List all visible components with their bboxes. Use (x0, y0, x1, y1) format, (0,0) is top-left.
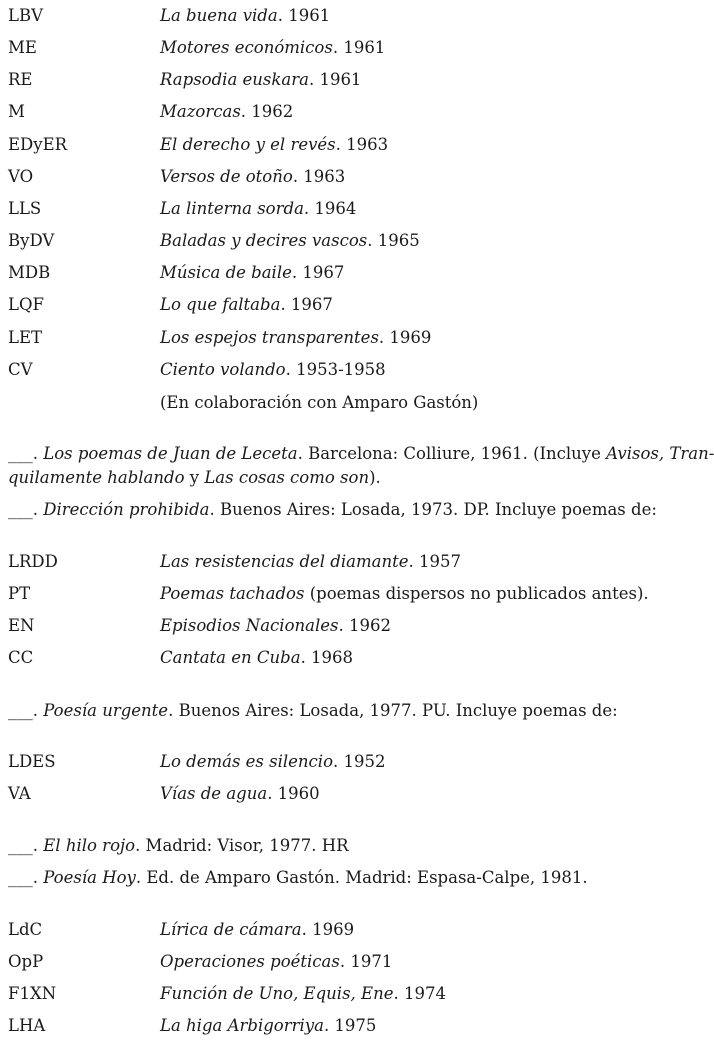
entry-abbr: EDyER (8, 135, 68, 154)
entry-abbr: ByDV (8, 231, 55, 250)
entry-title: Música de baile (160, 263, 292, 282)
entry-title: Mazorcas (160, 102, 241, 121)
entry-year: . 1968 (300, 648, 354, 667)
entry-work (160, 6, 330, 26)
entry-year: . 1953-1958 (285, 360, 386, 379)
entry-abbr: RE (8, 70, 33, 89)
entry-abbr: LHA (8, 1016, 46, 1035)
entry-year: . 1961 (308, 70, 362, 89)
entry-work (160, 1016, 376, 1036)
reference-entry (8, 701, 618, 721)
entry-work (160, 102, 293, 122)
entry-title: Episodios Nacionales (160, 616, 339, 635)
entry-title: La higa Arbigorriya (160, 1016, 324, 1035)
entry-work (160, 648, 353, 668)
author-blank: ___. (8, 868, 44, 887)
reference-included-title: quilamente hablando (8, 468, 185, 487)
entry-year: . 1974 (393, 984, 446, 1003)
entry-abbr: LRDD (8, 552, 58, 571)
entry-abbr: CV (8, 360, 33, 379)
entry-title: Poemas tachados (160, 584, 305, 603)
entry-title: Función de Uno, Equis, Ene (160, 984, 394, 1003)
entry-year: . 1967 (280, 295, 333, 314)
entry-abbr: LDES (8, 752, 56, 771)
entry-abbr: PT (8, 584, 31, 603)
entry-work (160, 263, 344, 283)
entry-year: . 1960 (267, 784, 320, 803)
author-blank: ___. (8, 701, 44, 720)
entry-year: . 1957 (408, 552, 461, 571)
entry-title: Lo demás es silencio (160, 752, 334, 771)
entry-title: Ciento volando (160, 360, 286, 379)
entry-work (160, 552, 461, 572)
entry-work (160, 167, 345, 187)
entry-title: Operaciones poéticas (160, 952, 340, 971)
entry-title: Versos de otoño (160, 167, 293, 186)
author-blank: ___. (8, 500, 44, 519)
entry-year: (poemas dispersos no publicados antes). (304, 584, 649, 603)
entry-title: El derecho y el revés (160, 135, 336, 154)
entry-work (160, 38, 385, 58)
entry-year: . 1961 (332, 38, 386, 57)
entry-abbr: CC (8, 648, 34, 667)
entry-year: . 1975 (323, 1016, 377, 1035)
entry-title: Lírica de cámara (160, 920, 302, 939)
entry-year: . 1965 (367, 231, 420, 250)
entry-year: . 1967 (291, 263, 345, 282)
reference-details: . Buenos Aires: Losada, 1973. DP. Incluye poemas de: (209, 500, 657, 519)
entry-work (160, 616, 391, 636)
entry-work (160, 199, 356, 219)
reference-title: Los poemas de Juan de Leceta (43, 444, 298, 463)
entry-abbr: ME (8, 38, 37, 57)
entry-abbr: LET (8, 328, 43, 347)
reference-details: ). (369, 468, 381, 487)
entry-abbr: M (8, 102, 25, 121)
entry-title: Baladas y decires vascos (160, 231, 368, 250)
reference-details: y (184, 468, 205, 487)
entry-year: . 1971 (339, 952, 393, 971)
reference-included-title: Las cosas como son (204, 468, 370, 487)
entry-year: . 1962 (338, 616, 391, 635)
reference-entry (8, 836, 611, 856)
entry-title: Cantata en Cuba (160, 648, 301, 667)
entry-year: . 1952 (333, 752, 386, 771)
entry-work (160, 784, 320, 804)
entry-title: La linterna sorda (160, 199, 304, 218)
collaboration-note: (En colaboración con Amparo Gastón) (160, 393, 479, 412)
entry-work (160, 295, 333, 315)
entry-abbr: LQF (8, 295, 44, 314)
entry-work (160, 920, 354, 940)
entry-title: Lo que faltaba (160, 295, 281, 314)
entry-abbr: F1XN (8, 984, 57, 1003)
entry-abbr: EN (8, 616, 35, 635)
entry-work (160, 328, 431, 348)
entry-abbr: VA (8, 784, 31, 803)
reference-entry-continuation (8, 468, 611, 488)
reference-entry (8, 500, 657, 520)
entry-title: La buena vida (160, 6, 278, 25)
entry-work (160, 984, 446, 1004)
reference-details: . Buenos Aires: Losada, 1977. PU. Incluye poemas de: (168, 701, 618, 720)
entry-year: . 1961 (277, 6, 331, 25)
entry-work (160, 360, 386, 380)
entry-year: . 1964 (303, 199, 357, 218)
reference-included-title: Avisos, Tran- (606, 444, 714, 463)
author-blank: ___. (8, 836, 44, 855)
entry-abbr: OpP (8, 952, 44, 971)
reference-title: Dirección prohibida (43, 500, 210, 519)
reference-entry (8, 868, 611, 888)
entry-title: Vías de agua (160, 784, 268, 803)
entry-year: . 1969 (301, 920, 355, 939)
entry-work (160, 231, 420, 251)
entry-work (160, 135, 388, 155)
reference-title: Poesía Hoy (43, 868, 136, 887)
entry-title: Los espejos transparentes (160, 328, 379, 347)
reference-details: . Ed. de Amparo Gastón. Madrid: Espasa-Calpe, 1981. (135, 868, 588, 887)
author-blank: ___. (8, 444, 44, 463)
entry-abbr: LdC (8, 920, 43, 939)
reference-entry (8, 444, 714, 464)
entry-year: . 1962 (240, 102, 294, 121)
entry-year: . 1963 (292, 167, 346, 186)
reference-details: . Madrid: Visor, 1977. HR (135, 836, 349, 855)
entry-work (160, 70, 361, 90)
reference-details: . Barcelona: Colliure, 1961. (Incluye (297, 444, 607, 463)
entry-year: . 1969 (378, 328, 432, 347)
entry-abbr: LLS (8, 199, 42, 218)
reference-title: Poesía urgente (43, 701, 169, 720)
entry-year: . 1963 (335, 135, 389, 154)
entry-work (160, 752, 386, 772)
entry-title: Motores económicos (160, 38, 333, 57)
entry-title: Las resistencias del diamante (160, 552, 409, 571)
entry-work (160, 584, 649, 604)
entry-abbr: LBV (8, 6, 43, 25)
entry-work (160, 952, 392, 972)
entry-abbr: VO (8, 167, 34, 186)
entry-abbr: MDB (8, 263, 51, 282)
entry-title: Rapsodia euskara (160, 70, 309, 89)
reference-title: El hilo rojo (43, 836, 136, 855)
